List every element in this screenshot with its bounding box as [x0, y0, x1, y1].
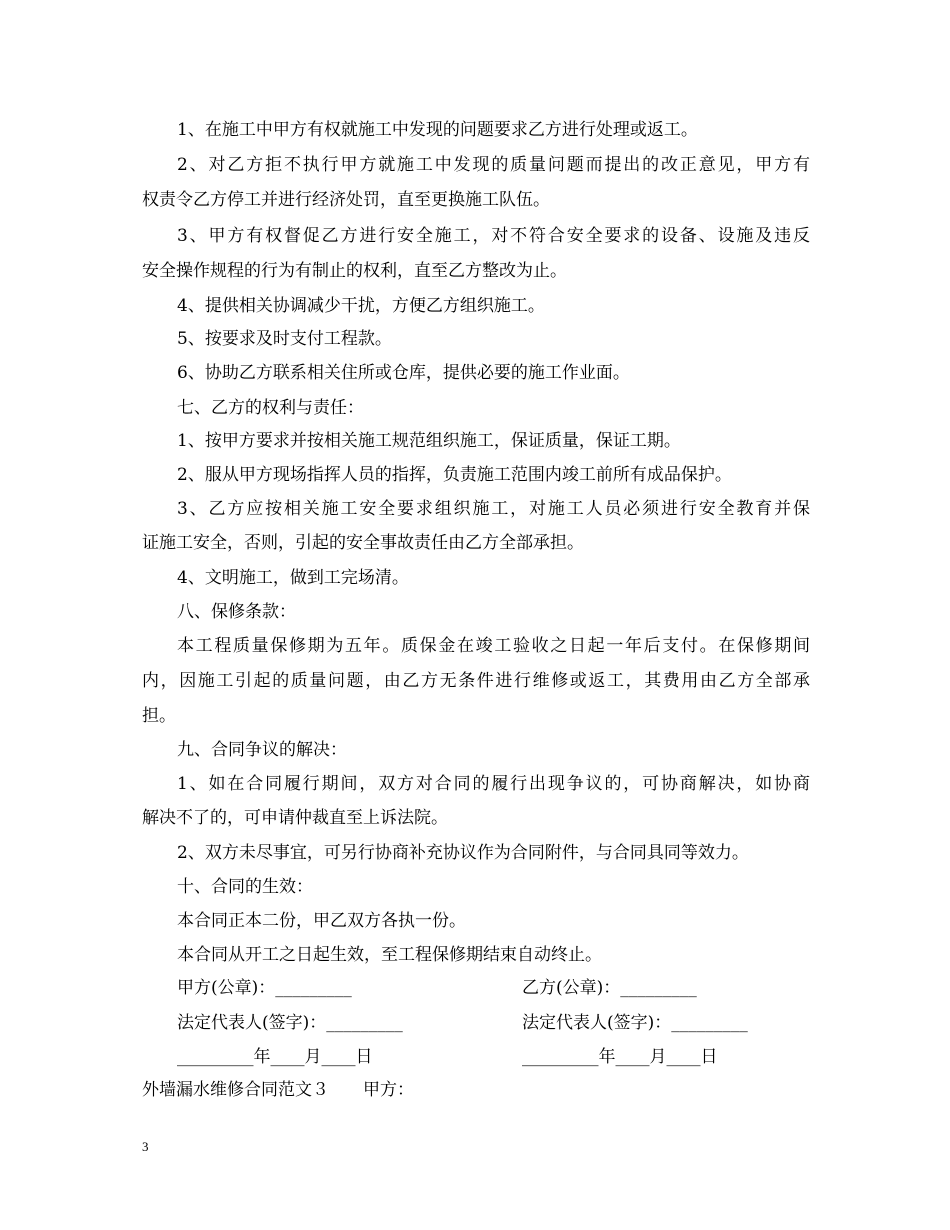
paragraph-7-4: 4、文明施工，做到工完场清。: [177, 568, 409, 588]
party-b-seal: 乙方(公章)：_________: [522, 978, 697, 998]
paragraph-4: 4、提供相关协调减少干扰，方便乙方组织施工。: [177, 296, 545, 316]
paragraph-10-2: 本合同从开工之日起生效，至工程保修期结束自动终止。: [177, 945, 602, 965]
section-heading-10: 十、合同的生效：: [177, 877, 313, 897]
paragraph-5: 5、按要求及时支付工程款。: [177, 329, 392, 349]
paragraph-2-line2: 权责令乙方停工并进行经济处罚，直至更换施工队伍。: [142, 190, 550, 210]
paragraph-9-1-line2: 解决不了的，可申请仲裁直至上诉法院。: [142, 808, 448, 828]
paragraph-1: 1、在施工中甲方有权就施工中发现的问题要求乙方进行处理或返工。: [177, 120, 698, 140]
party-a-seal: 甲方(公章)：_________: [177, 978, 352, 998]
section-heading-7: 七、乙方的权利与责任：: [177, 398, 364, 418]
party-a-representative: 法定代表人(签字)：_________: [177, 1013, 403, 1033]
paragraph-8-line1: 本工程质量保修期为五年。质保金在竣工验收之日起一年后支付。在保修期间: [177, 636, 810, 656]
paragraph-9-2: 2、双方未尽事宜，可另行协商补充协议作为合同附件，与合同具同等效力。: [177, 843, 749, 863]
paragraph-8-line3: 担。: [142, 706, 176, 726]
paragraph-7-2: 2、服从甲方现场指挥人员的指挥，负责施工范围内竣工前所有成品保护。: [177, 465, 732, 485]
paragraph-3-line1: 3、甲方有权督促乙方进行安全施工，对不符合安全要求的设备、设施及违反: [177, 226, 810, 246]
section-heading-9: 九、合同争议的解决：: [177, 740, 347, 760]
party-b-date: _________年____月____日: [522, 1047, 718, 1067]
paragraph-2-line1: 2、对乙方拒不执行甲方就施工中发现的质量问题而提出的改正意见，甲方有: [177, 155, 810, 175]
paragraph-7-3-line2: 证施工安全，否则，引起的安全事故责任由乙方全部承担。: [142, 533, 584, 553]
page-number: 3: [142, 1139, 149, 1154]
party-b-representative: 法定代表人(签字)：_________: [522, 1013, 748, 1033]
party-a-date: _________年____月____日: [177, 1047, 373, 1067]
paragraph-7-3-line1: 3、乙方应按相关施工安全要求组织施工，对施工人员必须进行安全教育并保: [177, 499, 810, 519]
paragraph-9-1-line1: 1、如在合同履行期间，双方对合同的履行出现争议的，可协商解决，如协商: [177, 774, 810, 794]
paragraph-8-line2: 内，因施工引起的质量问题，由乙方无条件进行维修或返工，其费用由乙方全部承: [142, 671, 810, 691]
paragraph-3-line2: 安全操作规程的行为有制止的权利，直至乙方整改为止。: [142, 261, 567, 281]
paragraph-7-1: 1、按甲方要求并按相关施工规范组织施工，保证质量，保证工期。: [177, 431, 681, 451]
paragraph-6: 6、协助乙方联系相关住所或仓库，提供必要的施工作业面。: [177, 363, 630, 383]
next-section-title: 外墙漏水维修合同范文３ 甲方：: [142, 1080, 414, 1100]
paragraph-10-1: 本合同正本二份，甲乙双方各执一份。: [177, 911, 466, 931]
section-heading-8: 八、保修条款：: [177, 602, 296, 622]
